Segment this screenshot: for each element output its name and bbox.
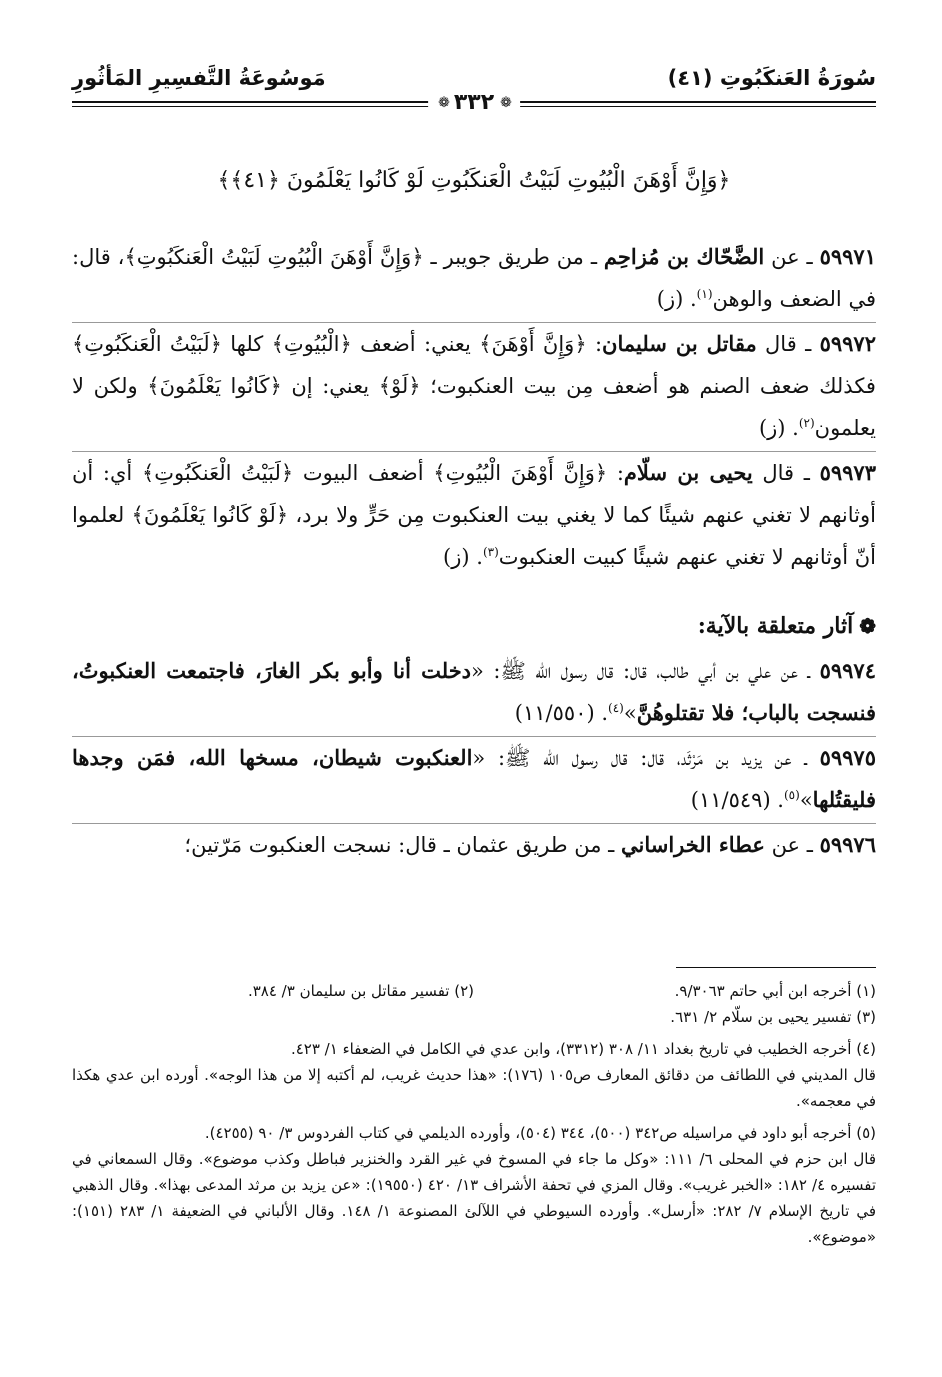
verse-quote: ﴿لَوْ كَانُوا يَعْلَمُونَ﴾ [131,503,289,527]
tafsir-body [72,236,876,868]
footnote-ref: (٣) [482,545,499,559]
entry-text: . (ز) [656,287,697,311]
entry-text: فكذلك ضعف الصنم هو أضعف مِن بيت العنكبوت؛ [420,374,876,398]
footnote-row [72,978,876,1004]
entry-text: ـ قال [752,461,820,485]
page [72,0,876,1377]
header-series-title: مَوسُوعَةُ التَّفسِيرِ المَأثُورِ [72,66,326,90]
narrator-name: عطاء الخراساني [620,832,765,857]
entry-number: ٥٩٩٧٢ [819,331,876,356]
flower-ornament-icon: ❁ [859,614,876,638]
entry-text: . (ز) [443,545,483,569]
footnote-4-note: قال المديني في اللطائف من دقائق المعارف ص١٠٥ (١٧٦): «هذا حديث غريب، لم أكتبه إلا من هذا الوجه». أورده ابن عدي هكذا في معجمه». [72,1066,876,1110]
section-heading [72,606,876,646]
entry-text: أي: أن أوثانهم لا تغني عنهم شيئًا كما لا يغني بيت العنكبوت مِن حَرٍّ ولا برد، [72,461,876,527]
footnotes [72,978,876,1256]
narrator-name: يحيى بن سلّام [623,460,753,485]
footnote-ref: (٤) [608,701,624,715]
entry-text: كلها [221,332,272,356]
tafsir-entry [72,323,876,452]
entry-text: ، قال: في الضعف والوهن [72,245,876,311]
entry-text: : [586,332,603,356]
entry-number: ٥٩٩٧٤ [819,658,876,683]
section-title: آثار متعلقة بالآية: [697,613,854,639]
ornament-icon: ❁ [438,94,448,111]
athar-entry [72,650,876,737]
verse-quote: ﴿لَوْ﴾ [378,374,421,398]
quran-verse: ﴿وَإِنَّ أَوْهَنَ الْبُيُوتِ لَبَيْتُ الْعَنكَبُوتِ لَوْ كَانُوا يَعْلَمُونَ ﴿٤١﴾﴾ [217,168,731,193]
entry-text: ـ عن يزيد بن مَرْثَد، قال: قال رسول الله ﷺ: « [472,746,820,770]
entry-text: » [799,788,813,812]
verse-quote: ﴿وَإِنَّ أَوْهَنَ الْبُيُوتِ لَبَيْتُ الْعَنكَبُوتِ﴾ [124,245,424,269]
entry-text: » [623,701,637,725]
footnote-rule [676,967,876,968]
footnote-1: (١) أخرجه ابن أبي حاتم ٩/٣٠٦٣. [674,982,876,1000]
entry-text: . (١١/٥٥٠) [514,701,609,725]
hadith-text: العنكبوت شيطان، مسخها الله، فمَن وجدها فليقتُلها [72,745,876,812]
entry-text: ولكن لا يعلمون [72,374,876,440]
entry-text: ـ قال [756,332,820,356]
entry-number: ٥٩٩٧٦ [819,832,876,857]
footnote-ref: (٥) [783,788,800,802]
entry-text: : [607,461,624,485]
footnote-2: (٢) تفسير مقاتل بن سليمان ٣/ ٣٨٤. [247,982,474,1000]
verse-quote: ﴿لَبَيْتُ الْعَنكَبُوتِ﴾ [141,461,294,485]
footnote-5-note: قال ابن حزم في المحلى ٦/ ١١١: «وكل ما جاء في المسوخ في غير القرد والخنزير فباطل وكذب موضوع». وقال السمعاني في تفسيره ٤/ ١٨٢: «الخبر غريب». وقال المزي في تحفة الأشراف ١٣/ ٤٢٠ (١٩٥٥٠): «عن يزيد بن مرثد المدعى بهذا». وقال الذهبي في تاريخ الإسلام ٧/ ٢٨٢: «أرسل». وأورده السيوطي في اللآلئ المصنوعة ١/ ١٤٨. وقال الألباني في الضعيفة ١/ ٢٨٣ (١٥١): «موضوع». [72,1150,877,1246]
entry-text: ـ من طريق عثمان ـ قال: نسجت العنكبوت مَرّتين؛ [184,833,621,857]
entry-number: ٥٩٩٧١ [819,244,876,269]
entry-text: ـ عن [764,833,820,857]
entry-text: . (١١/٥٤٩) [690,788,784,812]
page-number: ٣٣٢ [453,90,495,115]
header-surah-title: سُورَةُ العَنكَبُوتِ (٤١) [667,66,876,90]
entry-text: . (ز) [758,416,799,440]
footnote-5: (٥) أخرجه أبو داود في مراسيله ص٣٤٢ (٥٠٠)، ٣٤٤ (٥٠٤)، وأورده الديلمي في كتاب الفردوس ٣/ ٩٠ (٤٢٥٥). [204,1124,876,1142]
narrator-name: مقاتل بن سليمان [602,331,757,356]
entry-text: ـ من طريق جويبر ـ [423,245,604,269]
entry-text: لعلموا أنّ أوثانهم لا تغني عنهم شيئًا كبيت العنكبوت [72,503,876,569]
verse-quote: ﴿وَإِنَّ أَوْهَنَ الْبُيُوتِ﴾ [433,461,608,485]
entry-text: ـ عن علي بن أبي طالب، قال: قال رسول الله ﷺ: « [471,659,820,683]
verse-quote: ﴿وَإِنَّ أَوْهَنَ﴾ [479,332,587,356]
entry-number: ٥٩٩٧٥ [819,745,876,770]
footnote-ref: (٢) [798,416,815,430]
entry-text: ـ عن [764,245,820,269]
entry-number: ٥٩٩٧٣ [819,460,876,485]
page-number-block [428,90,520,115]
entry-text: أضعف البيوت [293,461,434,485]
athar-entry [72,824,876,868]
verse-quote: ﴿لَبَيْتُ الْعَنكَبُوتِ﴾ [72,332,222,356]
footnote-4: (٤) أخرجه الخطيب في تاريخ بغداد ١١/ ٣٠٨ (٣٣١٢)، وابن عدي في الكامل في الضعفاء ١/ ٤٢٣. [290,1040,876,1058]
narrator-name: الضَّحّاك بن مُزاحِم [603,244,765,269]
ornament-icon: ❁ [500,94,510,111]
verse-quote: ﴿الْبُيُوتِ﴾ [271,332,352,356]
tafsir-entry [72,236,876,323]
entry-text: يعني: أضعف [351,332,480,356]
entry-text: يعني: إن [281,374,379,398]
athar-entry [72,737,876,824]
footnote-ref: (١) [696,287,713,301]
verse-quote: ﴿كَانُوا يَعْلَمُونَ﴾ [147,374,282,398]
hadith-text: دخلت أنا وأبو بكر الغارَ، فاجتمعت العنكبوتُ، فنسجت بالباب؛ فلا تقتلوهُنَّ [72,658,876,725]
footnote-3: (٣) تفسير يحيى بن سلّام ٢/ ٦٣١. [670,1008,876,1026]
tafsir-entry [72,452,876,580]
